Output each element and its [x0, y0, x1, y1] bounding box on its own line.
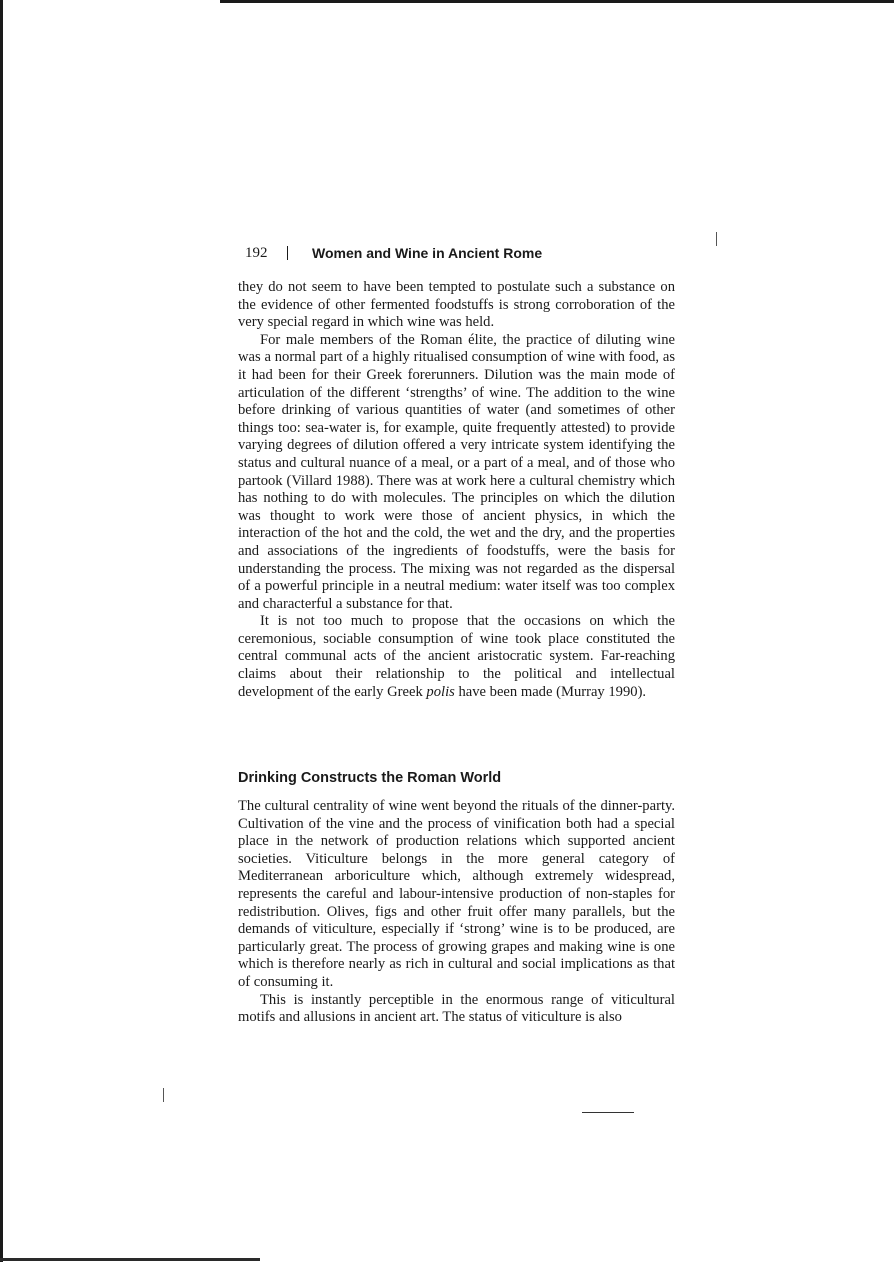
footer-rule [582, 1112, 634, 1113]
scan-bottom-edge [0, 1258, 260, 1261]
paragraph: This is instantly perceptible in the enormous range of viticultural motifs and allusions in ancient art. The status of viticulture is also [238, 991, 675, 1026]
scan-mark [716, 232, 717, 246]
paragraph: For male members of the Roman élite, the practice of diluting wine was a normal part of a highly ritualised consumption of wine with food, as it had been for their Greek forerunners. Dilution was the main mode of articulation of the different ‘strengths’ of wine. The addition to the wine before drinking of various quantities of water (and sometimes of other things too: sea-water is, for example, quite frequently attested) to provide varying degrees of dilution offered a very intricate system identifying the status and cultural nuance of a meal, or a part of a meal, and of those who partook (Villard 1988). There was at work here a cultural chemistry which has nothing to do with molecules. The principles on which the dilution was thought to work were those of ancient physics, in which the interaction of the hot and the cold, the wet and the dry, and the properties and associations of the ingredients of foodstuffs, were the basis for understanding the process. The mixing was not regarded as the dispersal of a powerful principle in a neutral medium: water itself was too complex and characterful a substance for that. [238, 331, 675, 612]
section-heading: Drinking Constructs the Roman World [238, 770, 502, 786]
paragraph: they do not seem to have been tempted to postulate such a substance on the evidence of other fermented foodstuffs is strong corroboration of the very special regard in which wine was held. [238, 279, 675, 331]
scan-top-edge [220, 0, 894, 3]
italic-term: polis [426, 683, 455, 700]
header-separator [287, 246, 289, 260]
body-text-section-2 [238, 798, 675, 1027]
scan-mark [163, 1088, 164, 1102]
page-number: 192 [245, 244, 268, 261]
paragraph: It is not too much to propose that the occasions on which the ceremonious, sociable consumption of wine took place constituted the central communal acts of the ancient aristocratic system. Far-reaching claims about their relationship to the political and intellectual development of the early Greek polis have been made (Murray 1990). [238, 613, 675, 700]
body-text-section-1 [238, 279, 675, 701]
scan-left-edge [0, 0, 3, 1262]
paragraph: The cultural centrality of wine went beyond the rituals of the dinner-party. Cultivation of the vine and the process of vinification both had a special place in the network of production relations which supported ancient societies. Viticulture belongs in the more general category of Mediterranean arboriculture which, although extremely widespread, represents the careful and labour-intensive production of non-staples for redistribution. Olives, figs and other fruit offer many parallels, but the demands of viticulture, especially if ‘strong’ wine is to be produced, are particularly great. The process of growing grapes and making wine is one which is therefore nearly as rich in cultural and social implications as that of consuming it. [238, 798, 675, 990]
running-title: Women and Wine in Ancient Rome [312, 245, 543, 262]
running-header [245, 244, 675, 266]
